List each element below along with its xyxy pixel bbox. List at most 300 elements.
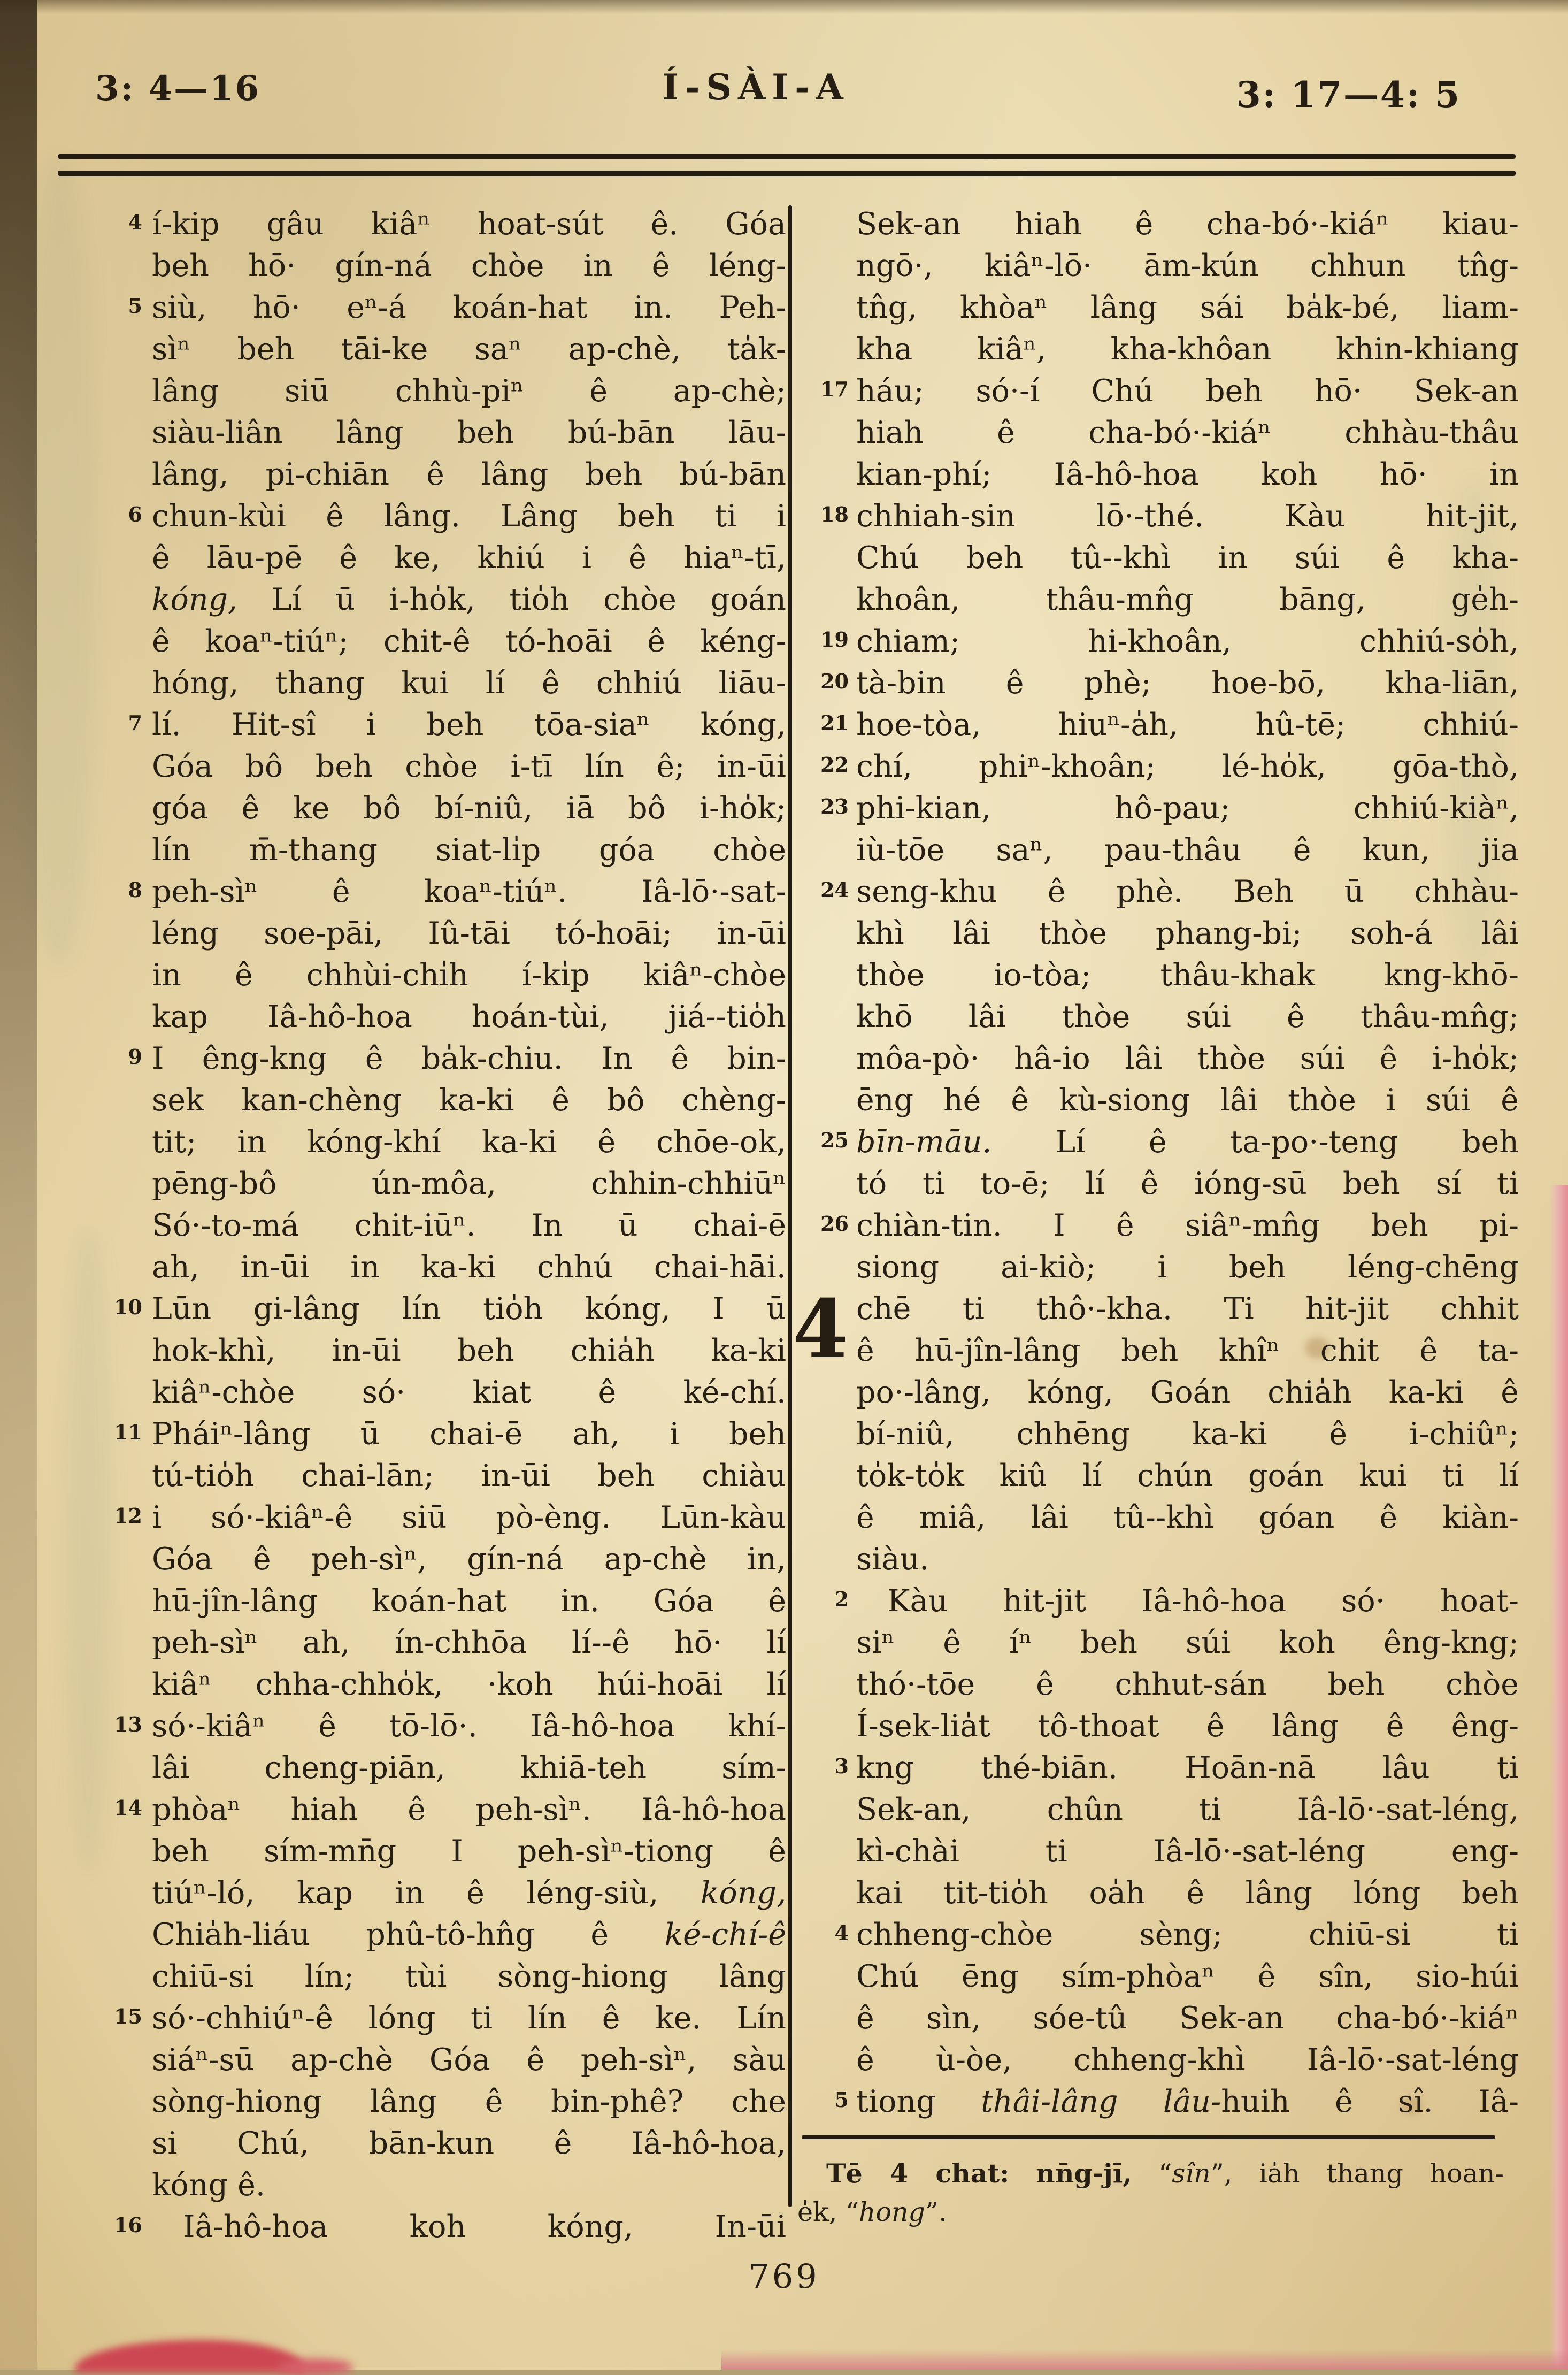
verse-number bbox=[79, 1956, 152, 1997]
verse-number bbox=[79, 1372, 152, 1413]
verse-number bbox=[797, 913, 856, 954]
verse-number bbox=[79, 1580, 152, 1622]
verse-number bbox=[797, 412, 856, 454]
verse-number: 17 bbox=[820, 377, 849, 401]
text-line bbox=[79, 454, 786, 495]
header-double-rule bbox=[58, 154, 1516, 176]
text-line bbox=[79, 1205, 786, 1246]
text-columns bbox=[79, 203, 1519, 2248]
verse-text: I êng-kng ê ba̍k-chiu. In ê bin- bbox=[152, 1041, 786, 1076]
verse-number: 13 bbox=[114, 1712, 142, 1736]
verse-number bbox=[79, 2123, 152, 2164]
verse-number bbox=[79, 328, 152, 370]
verse-number bbox=[79, 1830, 152, 1872]
verse-text: Chú ēng sím-phòaⁿ ê sîn, sio-húi bbox=[856, 1959, 1519, 1994]
verse-text: lín m̄-thang siat-li̍p góa chòe bbox=[152, 832, 786, 868]
verse-number bbox=[79, 996, 152, 1038]
verse-number: 19 bbox=[820, 627, 849, 652]
verse-text: to̍k-to̍k kiû lí chún goán kui ti lí bbox=[856, 1458, 1519, 1493]
verse-text: hū-jîn-lâng koán-hat in. Góa ê bbox=[152, 1583, 786, 1619]
text-line bbox=[797, 1121, 1519, 1163]
page-number: 769 bbox=[748, 2257, 820, 2296]
text-line bbox=[79, 1580, 786, 1622]
verse-text: kian-phí; Iâ-hô-hoa koh hō· in bbox=[856, 457, 1519, 492]
text-line bbox=[797, 1789, 1519, 1830]
verse-text: hiah ê cha-bó·-kiáⁿ chhàu-thâu bbox=[856, 415, 1519, 450]
verse-text: ê sìn, sóe-tû Sek-an cha-bó·-kiáⁿ bbox=[856, 2001, 1519, 2036]
verse-text: Chú beh tû--khì in súi ê kha- bbox=[856, 540, 1519, 576]
verse-number bbox=[797, 996, 856, 1038]
text-line bbox=[797, 1246, 1519, 1288]
verse-number bbox=[797, 1872, 856, 1914]
verse-text: tn̂g, khòaⁿ lâng sái ba̍k-bé, liam- bbox=[856, 290, 1519, 325]
text-line bbox=[797, 1163, 1519, 1205]
text-line bbox=[79, 1163, 786, 1205]
text-line bbox=[797, 2081, 1519, 2123]
left-column bbox=[79, 203, 786, 2248]
verse-number bbox=[79, 746, 152, 787]
verse-number bbox=[79, 1455, 152, 1497]
verse-text: Kàu hit-jit Iâ-hô-hoa só· hoat- bbox=[887, 1583, 1519, 1619]
verse-text: siⁿ ê íⁿ beh súi koh êng-kng; bbox=[856, 1625, 1519, 1660]
rule-line bbox=[58, 171, 1516, 176]
verse-text: in ê chhùi-chi̍h í-ki̍p kiâⁿ-chòe bbox=[152, 957, 786, 993]
verse-text: tit; in kóng-khí ka-ki ê chōe-ok, bbox=[152, 1124, 786, 1160]
text-line bbox=[797, 1538, 1519, 1580]
text-line bbox=[797, 495, 1519, 537]
verse-text: tó ti to-ē; lí ê ióng-sū beh sí ti bbox=[856, 1166, 1519, 1201]
verse-text: ê hū-jîn-lâng beh khîⁿ chit ê ta- bbox=[856, 1333, 1519, 1368]
text-line bbox=[79, 328, 786, 370]
footnote-line: Tē 4 chat: nn̄g-jī, “sîn”, ia̍h thang hoan- bbox=[826, 2158, 1504, 2189]
verse-number bbox=[79, 537, 152, 579]
text-line bbox=[797, 454, 1519, 495]
text-line bbox=[79, 245, 786, 287]
verse-number bbox=[797, 1956, 856, 1997]
text-line bbox=[79, 1079, 786, 1121]
verse-text: chiàn-tin. I ê siâⁿ-mn̂g beh pi- bbox=[856, 1208, 1519, 1243]
text-line bbox=[79, 1956, 786, 1997]
verse-text: khoân, thâu-mn̂g bāng, ge̍h- bbox=[856, 582, 1519, 617]
text-line bbox=[79, 287, 786, 328]
verse-text: khō lâi thòe súi ê thâu-mn̂g; bbox=[856, 999, 1519, 1035]
verse-text: seng-khu ê phè. Beh ū chhàu- bbox=[856, 874, 1519, 909]
verse-text: siáⁿ-sū ap-chè Góa ê peh-sìⁿ, sàu bbox=[152, 2042, 786, 2078]
verse-text: chiū-si lín; tùi sòng-hiong lâng bbox=[152, 1959, 786, 1994]
verse-number bbox=[797, 245, 856, 287]
verse-text: ê ù-òe, chheng-khì Iâ-lō·-sat-léng bbox=[856, 2042, 1519, 2078]
verse-number bbox=[797, 1664, 856, 1705]
text-line bbox=[797, 1372, 1519, 1413]
text-line bbox=[79, 412, 786, 454]
text-line bbox=[79, 2039, 786, 2081]
text-line bbox=[797, 1455, 1519, 1497]
text-line bbox=[797, 871, 1519, 913]
verse-text: thó·-tōe ê chhut-sán beh chòe bbox=[856, 1667, 1519, 1702]
text-line bbox=[79, 1664, 786, 1705]
verse-text: Í-sek-lia̍t tô-thoat ê lâng ê êng- bbox=[856, 1709, 1519, 1744]
text-line bbox=[79, 746, 786, 787]
text-line bbox=[797, 746, 1519, 787]
text-line bbox=[79, 1997, 786, 2039]
verse-number bbox=[79, 454, 152, 495]
verse-number: 6 bbox=[128, 502, 142, 526]
verse-number bbox=[79, 620, 152, 662]
verse-number: 4 bbox=[834, 1921, 849, 1945]
verse-number: 20 bbox=[820, 669, 849, 693]
text-line bbox=[79, 1872, 786, 1914]
text-line bbox=[79, 1413, 786, 1455]
verse-number: 4 bbox=[128, 210, 142, 234]
text-line bbox=[797, 537, 1519, 579]
right-column-text bbox=[792, 203, 1519, 2123]
verse-number bbox=[797, 1372, 856, 1413]
binding-shadow bbox=[0, 0, 37, 2370]
verse-text: tà-bin ê phè; hoe-bō, kha-liān, bbox=[856, 665, 1519, 701]
verse-number bbox=[79, 412, 152, 454]
text-line bbox=[797, 1956, 1519, 1997]
verse-text: chiam; hi-khoân, chhiú-so̍h, bbox=[856, 624, 1519, 659]
verse-text: Sek-an hiah ê cha-bó·-kiáⁿ kiau- bbox=[856, 206, 1519, 242]
verse-text: kiâⁿ chha-chho̍k, ·koh húi-hoāi lí bbox=[152, 1667, 786, 1702]
verse-text: thòe io-tòa; thâu-khak kng-khō- bbox=[856, 957, 1519, 993]
verse-number: 9 bbox=[128, 1045, 142, 1069]
text-line bbox=[797, 1079, 1519, 1121]
verse-text: Só·-to-má chit-iūⁿ. In ū chai-ē bbox=[152, 1208, 786, 1243]
verse-text: si Chú, bān-kun ê Iâ-hô-hoa, bbox=[152, 2126, 786, 2161]
verse-number: 8 bbox=[128, 878, 142, 902]
text-line bbox=[79, 662, 786, 704]
text-line bbox=[79, 495, 786, 537]
verse-text: chē ti thô·-kha. Ti hit-jit chhit bbox=[856, 1291, 1519, 1327]
text-line bbox=[79, 1747, 786, 1789]
rule-line bbox=[58, 154, 1516, 159]
header-verse-range-right: 3: 17—4: 5 bbox=[1236, 74, 1461, 116]
verse-number bbox=[79, 1330, 152, 1372]
text-line bbox=[797, 287, 1519, 328]
text-line bbox=[79, 370, 786, 412]
text-line bbox=[797, 328, 1519, 370]
text-line bbox=[79, 1455, 786, 1497]
verse-text: phi-kian, hô-pau; chhiú-kiàⁿ, bbox=[856, 791, 1519, 826]
column-divider bbox=[788, 205, 792, 2207]
verse-number bbox=[797, 954, 856, 996]
verse-text: sìⁿ beh tāi-ke saⁿ ap-chè, ta̍k- bbox=[152, 332, 786, 367]
text-line bbox=[79, 1497, 786, 1538]
verse-text: beh hō· gín-ná chòe in ê léng- bbox=[152, 248, 786, 284]
footnote-line: e̍k, “hong”. bbox=[797, 2197, 947, 2227]
verse-text: só·-chhiúⁿ-ê lóng ti lín ê ke. Lín bbox=[152, 2001, 786, 2036]
text-line bbox=[79, 1246, 786, 1288]
verse-text: Pháiⁿ-lâng ū chai-ē ah, i beh bbox=[152, 1416, 786, 1452]
text-line bbox=[79, 579, 786, 620]
verse-number: 23 bbox=[820, 794, 849, 818]
verse-number bbox=[797, 1413, 856, 1455]
verse-number bbox=[797, 1538, 856, 1580]
verse-text: siàu. bbox=[856, 1542, 929, 1577]
book-title: Í-SÀI-A bbox=[662, 66, 850, 108]
verse-text: Chia̍h-liáu phû-tô-hn̂g ê ké-chí-ê bbox=[152, 1917, 786, 1952]
text-line bbox=[79, 996, 786, 1038]
text-line bbox=[797, 1288, 1519, 1330]
text-line bbox=[79, 1538, 786, 1580]
verse-text: léng soe-pāi, Iû-tāi tó-hoāi; in-ūi bbox=[152, 916, 786, 951]
text-line bbox=[79, 1372, 786, 1413]
text-line bbox=[797, 1664, 1519, 1705]
text-line bbox=[79, 2164, 786, 2206]
verse-number bbox=[797, 1455, 856, 1497]
verse-number bbox=[797, 203, 856, 245]
text-line bbox=[79, 1330, 786, 1372]
verse-number: 22 bbox=[820, 753, 849, 777]
text-line bbox=[79, 954, 786, 996]
verse-number bbox=[797, 1997, 856, 2039]
verse-text: i só·-kiâⁿ-ê siū pò-èng. Lūn-kàu bbox=[152, 1500, 786, 1535]
verse-text: bí-niû, chhēng ka-ki ê i-chiûⁿ; bbox=[856, 1416, 1519, 1452]
verse-number bbox=[797, 1830, 856, 1872]
text-line bbox=[797, 1622, 1519, 1664]
verse-text: í-kip gâu kiâⁿ hoat-sút ê. Góa bbox=[152, 206, 786, 242]
text-line bbox=[79, 2206, 786, 2248]
verse-text: lí. Hit-sî i beh tōa-siaⁿ kóng, bbox=[152, 707, 786, 742]
verse-number bbox=[797, 1789, 856, 1830]
verse-text: Lūn gi-lâng lín tio̍h kóng, I ū bbox=[152, 1291, 786, 1327]
verse-text: môa-pò· hâ-io lâi thòe súi ê i-ho̍k; bbox=[856, 1041, 1519, 1076]
text-line bbox=[797, 2039, 1519, 2081]
text-line bbox=[797, 1997, 1519, 2039]
red-edge-stain bbox=[278, 2359, 353, 2375]
text-line bbox=[79, 829, 786, 871]
verse-text: chheng-chòe sèng; chiū-si ti bbox=[856, 1917, 1519, 1952]
text-line bbox=[797, 1872, 1519, 1914]
verse-text: tiong thâi-lâng lâu-huih ê sî. Iâ- bbox=[856, 2084, 1519, 2119]
text-line bbox=[79, 704, 786, 746]
text-line bbox=[79, 787, 786, 829]
text-line bbox=[79, 2123, 786, 2164]
verse-number bbox=[797, 1163, 856, 1205]
verse-text: ah, in-ūi in ka-ki chhú chai-hāi. bbox=[152, 1250, 786, 1285]
verse-number bbox=[79, 913, 152, 954]
text-line bbox=[79, 537, 786, 579]
verse-text: chun-kùi ê lâng. Lâng beh ti i bbox=[152, 499, 786, 534]
verse-text: kóng, Lí ū i-ho̍k, tio̍h chòe goán bbox=[152, 582, 786, 617]
verse-text: chí, phiⁿ-khoân; lé-ho̍k, gōa-thò, bbox=[856, 749, 1519, 784]
verse-number: 10 bbox=[114, 1295, 142, 1319]
text-line bbox=[79, 1789, 786, 1830]
verse-number bbox=[79, 579, 152, 620]
verse-number bbox=[797, 1038, 856, 1079]
verse-number bbox=[79, 954, 152, 996]
text-line bbox=[79, 203, 786, 245]
verse-number bbox=[79, 1079, 152, 1121]
verse-number: 5 bbox=[834, 2088, 849, 2112]
verse-number bbox=[79, 2164, 152, 2206]
verse-text: siàu-liân lâng beh bú-bān lāu- bbox=[152, 415, 786, 450]
verse-text: tiúⁿ-ló, kap in ê léng-siù, kóng, bbox=[152, 1875, 786, 1911]
verse-text: ngō·, kiâⁿ-lō· ām-kún chhun tn̂g- bbox=[856, 248, 1519, 284]
text-line bbox=[797, 1330, 1519, 1372]
verse-number bbox=[79, 1246, 152, 1288]
text-line bbox=[79, 1914, 786, 1956]
verse-number bbox=[797, 1079, 856, 1121]
verse-text: kai tit-tio̍h oa̍h ê lâng lóng beh bbox=[856, 1875, 1519, 1911]
text-line bbox=[79, 1830, 786, 1872]
verse-number: 3 bbox=[834, 1754, 849, 1778]
verse-text: ê miâ, lâi tû--khì góan ê kiàn- bbox=[856, 1500, 1519, 1535]
verse-number: 24 bbox=[820, 878, 849, 902]
verse-text: hóng, thang kui lí ê chhiú liāu- bbox=[152, 665, 786, 701]
text-line bbox=[797, 1413, 1519, 1455]
text-line bbox=[79, 913, 786, 954]
verse-number bbox=[79, 1538, 152, 1580]
verse-text: bīn-māu. Lí ê ta-po·-teng beh bbox=[856, 1124, 1519, 1160]
text-line bbox=[797, 1705, 1519, 1747]
verse-text: peh-sìⁿ ah, ín-chhōa lí--ê hō· lí bbox=[152, 1625, 786, 1660]
verse-text: tú-tio̍h chai-lān; in-ūi beh chiàu bbox=[152, 1458, 786, 1493]
verse-text: hoe-tòa, hiuⁿ-a̍h, hû-tē; chhiú- bbox=[856, 707, 1519, 742]
text-line bbox=[79, 2081, 786, 2123]
header-verse-range-left: 3: 4—16 bbox=[95, 68, 261, 109]
footnote bbox=[797, 2154, 1519, 2232]
top-edge-shadow bbox=[0, 0, 1568, 14]
verse-number: 14 bbox=[114, 1796, 142, 1820]
verse-number bbox=[79, 245, 152, 287]
verse-text: Góa ê peh-sìⁿ, gín-ná ap-chè in, bbox=[152, 1542, 786, 1577]
verse-text: Iâ-hô-hoa koh kóng, In-ūi bbox=[183, 2209, 786, 2244]
verse-number bbox=[797, 537, 856, 579]
verse-number bbox=[79, 1205, 152, 1246]
verse-number: 26 bbox=[820, 1212, 849, 1236]
verse-text: phòaⁿ hiah ê peh-sìⁿ. Iâ-hô-hoa bbox=[152, 1792, 786, 1827]
verse-text: siù, hō· eⁿ-á koán-hat in. Peh- bbox=[152, 290, 786, 325]
verse-number bbox=[79, 1664, 152, 1705]
red-edge-stain bbox=[75, 2340, 305, 2373]
text-line bbox=[79, 1038, 786, 1079]
verse-text: lâi cheng-piān, khiā-teh sím- bbox=[152, 1750, 786, 1786]
verse-number bbox=[79, 787, 152, 829]
verse-number bbox=[797, 2039, 856, 2081]
text-line bbox=[797, 704, 1519, 746]
verse-text: kì-chài ti Iâ-lō·-sat-léng eng- bbox=[856, 1834, 1519, 1869]
verse-text: po·-lâng, kóng, Goán chia̍h ka-ki ê bbox=[856, 1375, 1519, 1410]
verse-number bbox=[79, 370, 152, 412]
verse-number: 16 bbox=[114, 2213, 142, 2237]
verse-text: lâng siū chhù-piⁿ ê ap-chè; bbox=[152, 373, 786, 409]
verse-text: hok-khì, in-ūi beh chia̍h ka-ki bbox=[152, 1333, 786, 1368]
text-line bbox=[79, 1121, 786, 1163]
text-line bbox=[79, 871, 786, 913]
verse-number bbox=[797, 1497, 856, 1538]
verse-number: 18 bbox=[820, 502, 849, 526]
text-line bbox=[79, 1622, 786, 1664]
text-line bbox=[797, 1038, 1519, 1079]
verse-text: ê koaⁿ-tiúⁿ; chit-ê tó-hoāi ê kéng- bbox=[152, 624, 786, 659]
text-line bbox=[79, 620, 786, 662]
verse-number: 2 bbox=[834, 1587, 849, 1611]
verse-text: lâng, pi-chiān ê lâng beh bú-bān bbox=[152, 457, 786, 492]
verse-number: 12 bbox=[114, 1504, 142, 1528]
chapter-number: 4 bbox=[792, 1282, 849, 1376]
text-line bbox=[797, 1205, 1519, 1246]
text-line bbox=[797, 370, 1519, 412]
verse-number bbox=[797, 287, 856, 328]
verse-number: 21 bbox=[820, 711, 849, 735]
text-line bbox=[797, 1747, 1519, 1789]
verse-text: siong ai-kiò; i beh léng-chēng bbox=[856, 1250, 1519, 1285]
text-line bbox=[797, 954, 1519, 996]
verse-text: kha kiâⁿ, kha-khôan khin-khiang bbox=[856, 332, 1519, 367]
verse-number bbox=[797, 579, 856, 620]
verse-text: ê lāu-pē ê ke, khiú i ê hiaⁿ-tī, bbox=[152, 540, 786, 576]
text-line bbox=[79, 1288, 786, 1330]
text-line bbox=[797, 913, 1519, 954]
verse-text: kóng ê. bbox=[152, 2167, 266, 2203]
text-line bbox=[797, 620, 1519, 662]
verse-text: kng thé-biān. Hoān-nā lâu ti bbox=[856, 1750, 1519, 1786]
footnote-rule bbox=[802, 2135, 1495, 2139]
text-line bbox=[797, 1580, 1519, 1622]
verse-number bbox=[797, 829, 856, 871]
verse-number bbox=[79, 2081, 152, 2123]
verse-text: chhiah-sin lō·-thé. Kàu hit-jit, bbox=[856, 499, 1519, 534]
verse-text: só·-kiâⁿ ê tō-lō·. Iâ-hô-hoa khí- bbox=[152, 1709, 786, 1744]
verse-number: 11 bbox=[114, 1420, 142, 1444]
right-column bbox=[792, 203, 1519, 2248]
text-line bbox=[797, 1497, 1519, 1538]
verse-text: háu; só·-í Chú beh hō· Sek-an bbox=[856, 373, 1519, 409]
page-edge-dye-right bbox=[1550, 1185, 1568, 2370]
verse-text: pēng-bô ún-môa, chhin-chhiūⁿ bbox=[152, 1166, 786, 1201]
verse-number bbox=[79, 1747, 152, 1789]
verse-number: 7 bbox=[128, 711, 142, 735]
verse-text: Sek-an, chûn ti Iâ-lō·-sat-léng, bbox=[856, 1792, 1519, 1827]
text-line bbox=[797, 662, 1519, 704]
verse-number: 25 bbox=[820, 1128, 849, 1152]
verse-number bbox=[79, 662, 152, 704]
verse-text: sek kan-chèng ka-ki ê bô chèng- bbox=[152, 1083, 786, 1118]
text-line bbox=[797, 579, 1519, 620]
verse-number bbox=[797, 328, 856, 370]
verse-text: sòng-hiong lâng ê bin-phê? che bbox=[152, 2084, 786, 2119]
verse-text: kap Iâ-hô-hoa hoán-tùi, jiá--tio̍h bbox=[152, 999, 786, 1035]
text-line bbox=[797, 996, 1519, 1038]
verse-number bbox=[79, 1872, 152, 1914]
verse-text: khì lâi thòe phang-bi; soh-á lâi bbox=[856, 916, 1519, 951]
text-line bbox=[79, 1705, 786, 1747]
text-line bbox=[797, 787, 1519, 829]
verse-text: góa ê ke bô bí-niû, iā bô i-ho̍k; bbox=[152, 791, 786, 826]
verse-number bbox=[797, 1622, 856, 1664]
verse-text: Góa bô beh chòe i-tī lín ê; in-ūi bbox=[152, 749, 786, 784]
verse-number bbox=[79, 829, 152, 871]
verse-number: 15 bbox=[114, 2004, 142, 2028]
verse-number bbox=[79, 1121, 152, 1163]
verse-text: beh sím-mn̄g I peh-sìⁿ-tiong ê bbox=[152, 1834, 786, 1869]
page-header bbox=[0, 62, 1568, 126]
text-line bbox=[797, 412, 1519, 454]
text-line bbox=[797, 1830, 1519, 1872]
verse-number bbox=[79, 1163, 152, 1205]
page-edge-dye-bottom bbox=[721, 2349, 1568, 2370]
text-line bbox=[797, 245, 1519, 287]
verse-text: ēng hé ê kù-siong lâi thòe i súi ê bbox=[856, 1083, 1519, 1118]
verse-number bbox=[797, 1705, 856, 1747]
text-line bbox=[797, 203, 1519, 245]
verse-number bbox=[79, 1622, 152, 1664]
verse-number bbox=[797, 454, 856, 495]
verse-text: peh-sìⁿ ê koaⁿ-tiúⁿ. Iâ-lō·-sat- bbox=[152, 874, 786, 909]
verse-number bbox=[79, 2039, 152, 2081]
